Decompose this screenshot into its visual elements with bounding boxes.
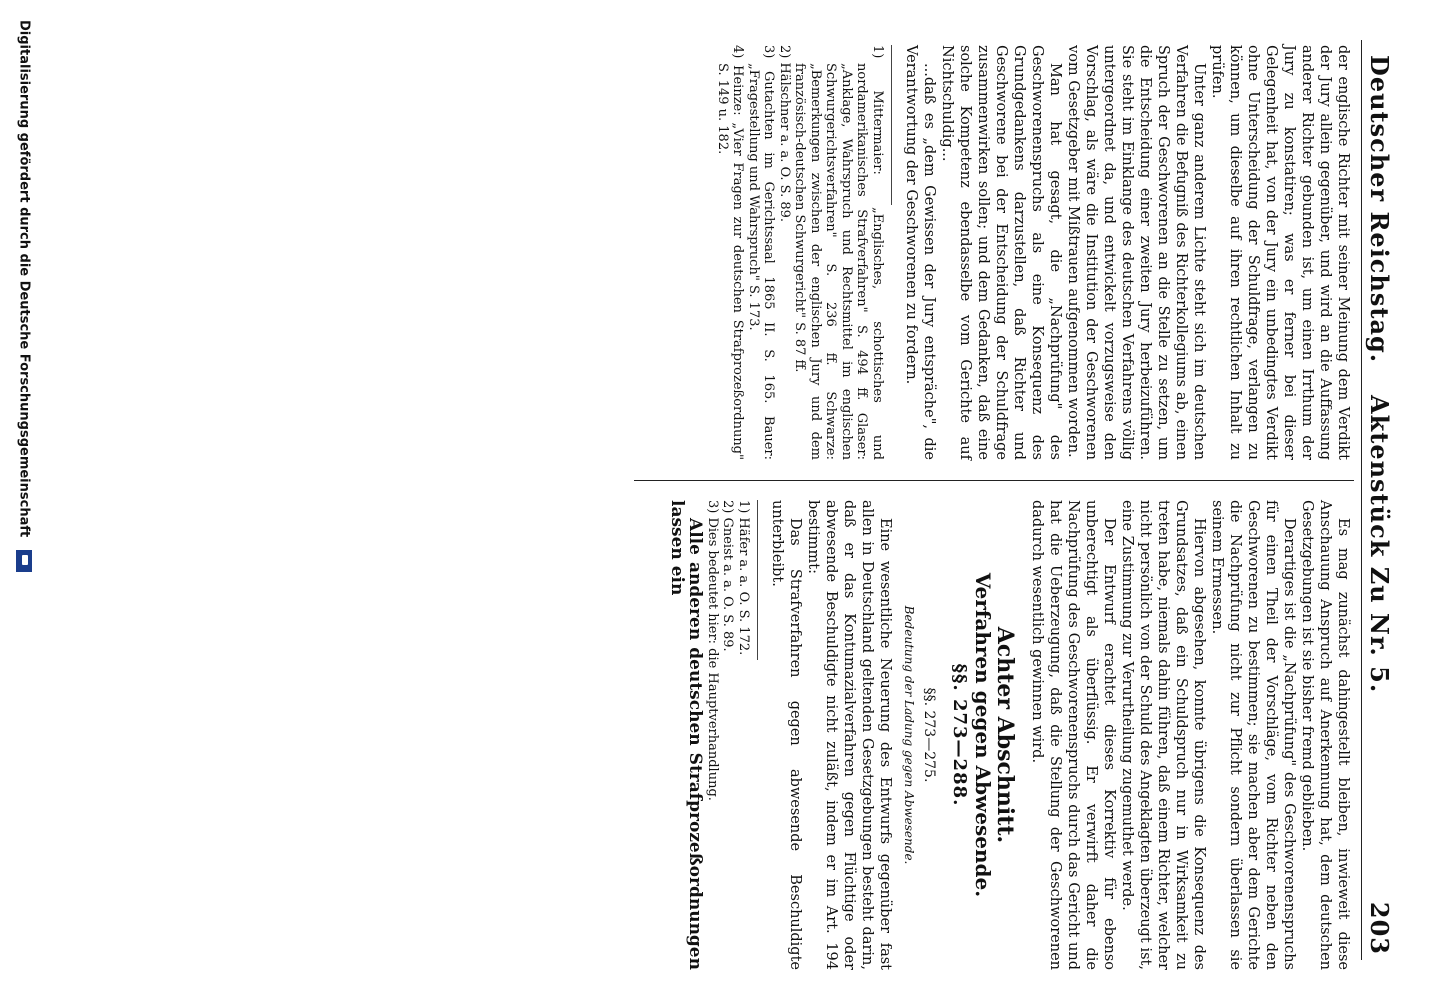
right-column: [669, 500, 1353, 970]
right-paragraph-2: Derartiges ist die „Nachprüfung" des Geschworenenspruchs für einen Theil der Vorschläge, vom Richter neben den Geschworenen zu bestimmen; sie machen aber dem Gerichte die Nachprüfung nicht zur Pflicht sondern überlassen sie seinem Ermessen.: [1209, 500, 1297, 970]
running-title: Deutscher Reichstag.: [1365, 55, 1394, 364]
footnote-rule: [757, 500, 758, 660]
right-paragraph-4: Der Entwurf erachtet dieses Korrektiv für ebenso unberechtigt als überflüssig. Er verwirft daher die Nachprüfung des Geschworenenspruchs durch das Gericht und hat die Ueberzeugung, daß die Stellung der Geschworenen dadurch wesentlich gewinnen wird.: [1029, 500, 1117, 970]
section-subtitle: Verfahren gegen Abwesende.: [971, 572, 995, 898]
footnote: 4) Heinze: „Vier Fragen zur deutschen Strafprozeßordnung" S. 149 u. 182.: [715, 45, 746, 460]
left-paragraph-3: Man hat gesagt, die „Nachprüfung" des Geschworenenspruchs als eine Konsequenz des Grundgedankens darzustellen, daß Richter und Geschworene bei der Entscheidung der Schuldfrage zusammenwirken sollen; und dem Gedanken, daß eine solche Kompetenz ebendasselbe vom Gerichte auf Nichtschuldig...: [939, 45, 1063, 460]
attribution-text: Digitalisierung gefördert durch die Deutsche Forschungsgemeinschaft: [16, 20, 32, 538]
footnote: 1) Mittermaier: „Englisches, schottisches und nordamerikanisches Strafverfahren" S. 494 ff. Glaser: „Anklage, Wahrspruch und Rechtsmittel im englischen Schwurgerichtsverfahren" S. 236 ff. Schwarze: „Bemerkungen zwischen der englischen Jury und dem französisch-deutschen Schwurgericht" S. 87 ff.: [792, 45, 885, 460]
footnote-rule: [891, 45, 892, 205]
left-column: [715, 45, 1353, 460]
closing-line: Alle anderen deutschen Strafprozeßordnungen lassen ein: [667, 500, 706, 970]
footnote: 2) Hälschner a. a. O. S. 89.: [777, 45, 792, 223]
header-rule: [1361, 40, 1362, 960]
document-reference: Aktenstück Zu Nr. 5.: [1365, 395, 1394, 694]
section-title: Achter Abschnitt.: [992, 626, 1018, 844]
left-paragraph-4: ...daß es „dem Gewissen der Jury entspräche", die Verantwortung der Geschworenen zu fordern.: [903, 45, 937, 460]
subsection-caption: Bedeutung der Ladung gegen Abwesende.: [902, 605, 916, 865]
footnote: 1) Häfer a. a. O. S. 172.: [736, 500, 751, 656]
left-paragraph-2: Unter ganz anderem Lichte steht sich im deutschen Verfahren die Befugniß des Richterkollegiums ab, einen Spruch der Geschworenen an die Stelle zu setzen, um die Entscheidung einer zweiten Jury herbeizuführen. Sie steht im Einklange des deutschen Verfahrens völlig untergeordnet da, und entwickelt vorzugsweise den Vorschlag, als wäre die Institution der Geschworenen vom Gesetzgeber mit Mißtrauen aufgenommen worden.: [1065, 45, 1207, 460]
footnote: 2) Gneist a. a. O. S. 89.: [720, 500, 736, 652]
right-paragraph-1: Es mag zunächst dahingestellt bleiben, inwieweit diese Anschauung Anspruch auf Anerkennung hat, dem deutschen Gesetzgebungen ist sie bisher fremd geblieben.: [1299, 500, 1351, 970]
subsection-range: §§. 273—275.: [921, 687, 937, 783]
digitization-attribution: [16, 20, 32, 572]
section-body: Eine wesentliche Neuerung des Entwurfs gegenüber fast allen in Deutschland geltenden Gesetzgebungen besteht darin, daß er das Kontumazialverfahren gegen Flüchtige oder abwesende Beschuldigte nicht zuläßt, indem er im Art. 194 bestimmt:: [805, 500, 893, 970]
page-header: [1360, 55, 1400, 955]
right-paragraph-3: Hiervon abgesehen, konnte übrigens die Konsequenz des Grundsatzes, daß ein Schuldspruch nur in Wirksamkeit zu treten habe, niemals dahin führen, daß einem Richter, welcher nicht persönlich von der Schuld des Angeklagten überzeugt ist, eine Zustimmung zur Verurtheilung zugemuthet werde.: [1119, 500, 1207, 970]
page-number: 203: [1365, 901, 1394, 955]
left-paragraph-1: der englische Richter mit seiner Meinung dem Verdikt der Jury allein gegenüber, und wird an die Auffassung anderer Richter gebunden ist, um einen Irrthum der Jury zu konstatiren; was er ferner bei dieser Gelegenheit hat, von der Jury ein unbedingtes Verdikt ohne Unterscheidung der Schuldfrage, verlangen zu können, um dieselbe auf ihren rechtlichen Inhalt zu prüfen.: [1209, 45, 1351, 460]
footnote: 3) Gutachten im Gerichtssaal 1865 II. S. 165. Bauer: „Fragestellung und Wahrspruch" S. 173.: [746, 45, 777, 460]
section-quote: Das Strafverfahren gegen abwesende Beschuldigte unterbleibt.: [769, 500, 803, 970]
left-footnotes: [715, 45, 886, 460]
column-divider: [634, 480, 1354, 481]
dfg-logo-icon: [16, 550, 32, 572]
right-footnotes: [705, 500, 752, 970]
footnote: 3) Dies bedeutet hier: die Hauptverhandlung.: [705, 500, 720, 801]
section-paragraph-range: §§. 273—288.: [949, 663, 970, 807]
